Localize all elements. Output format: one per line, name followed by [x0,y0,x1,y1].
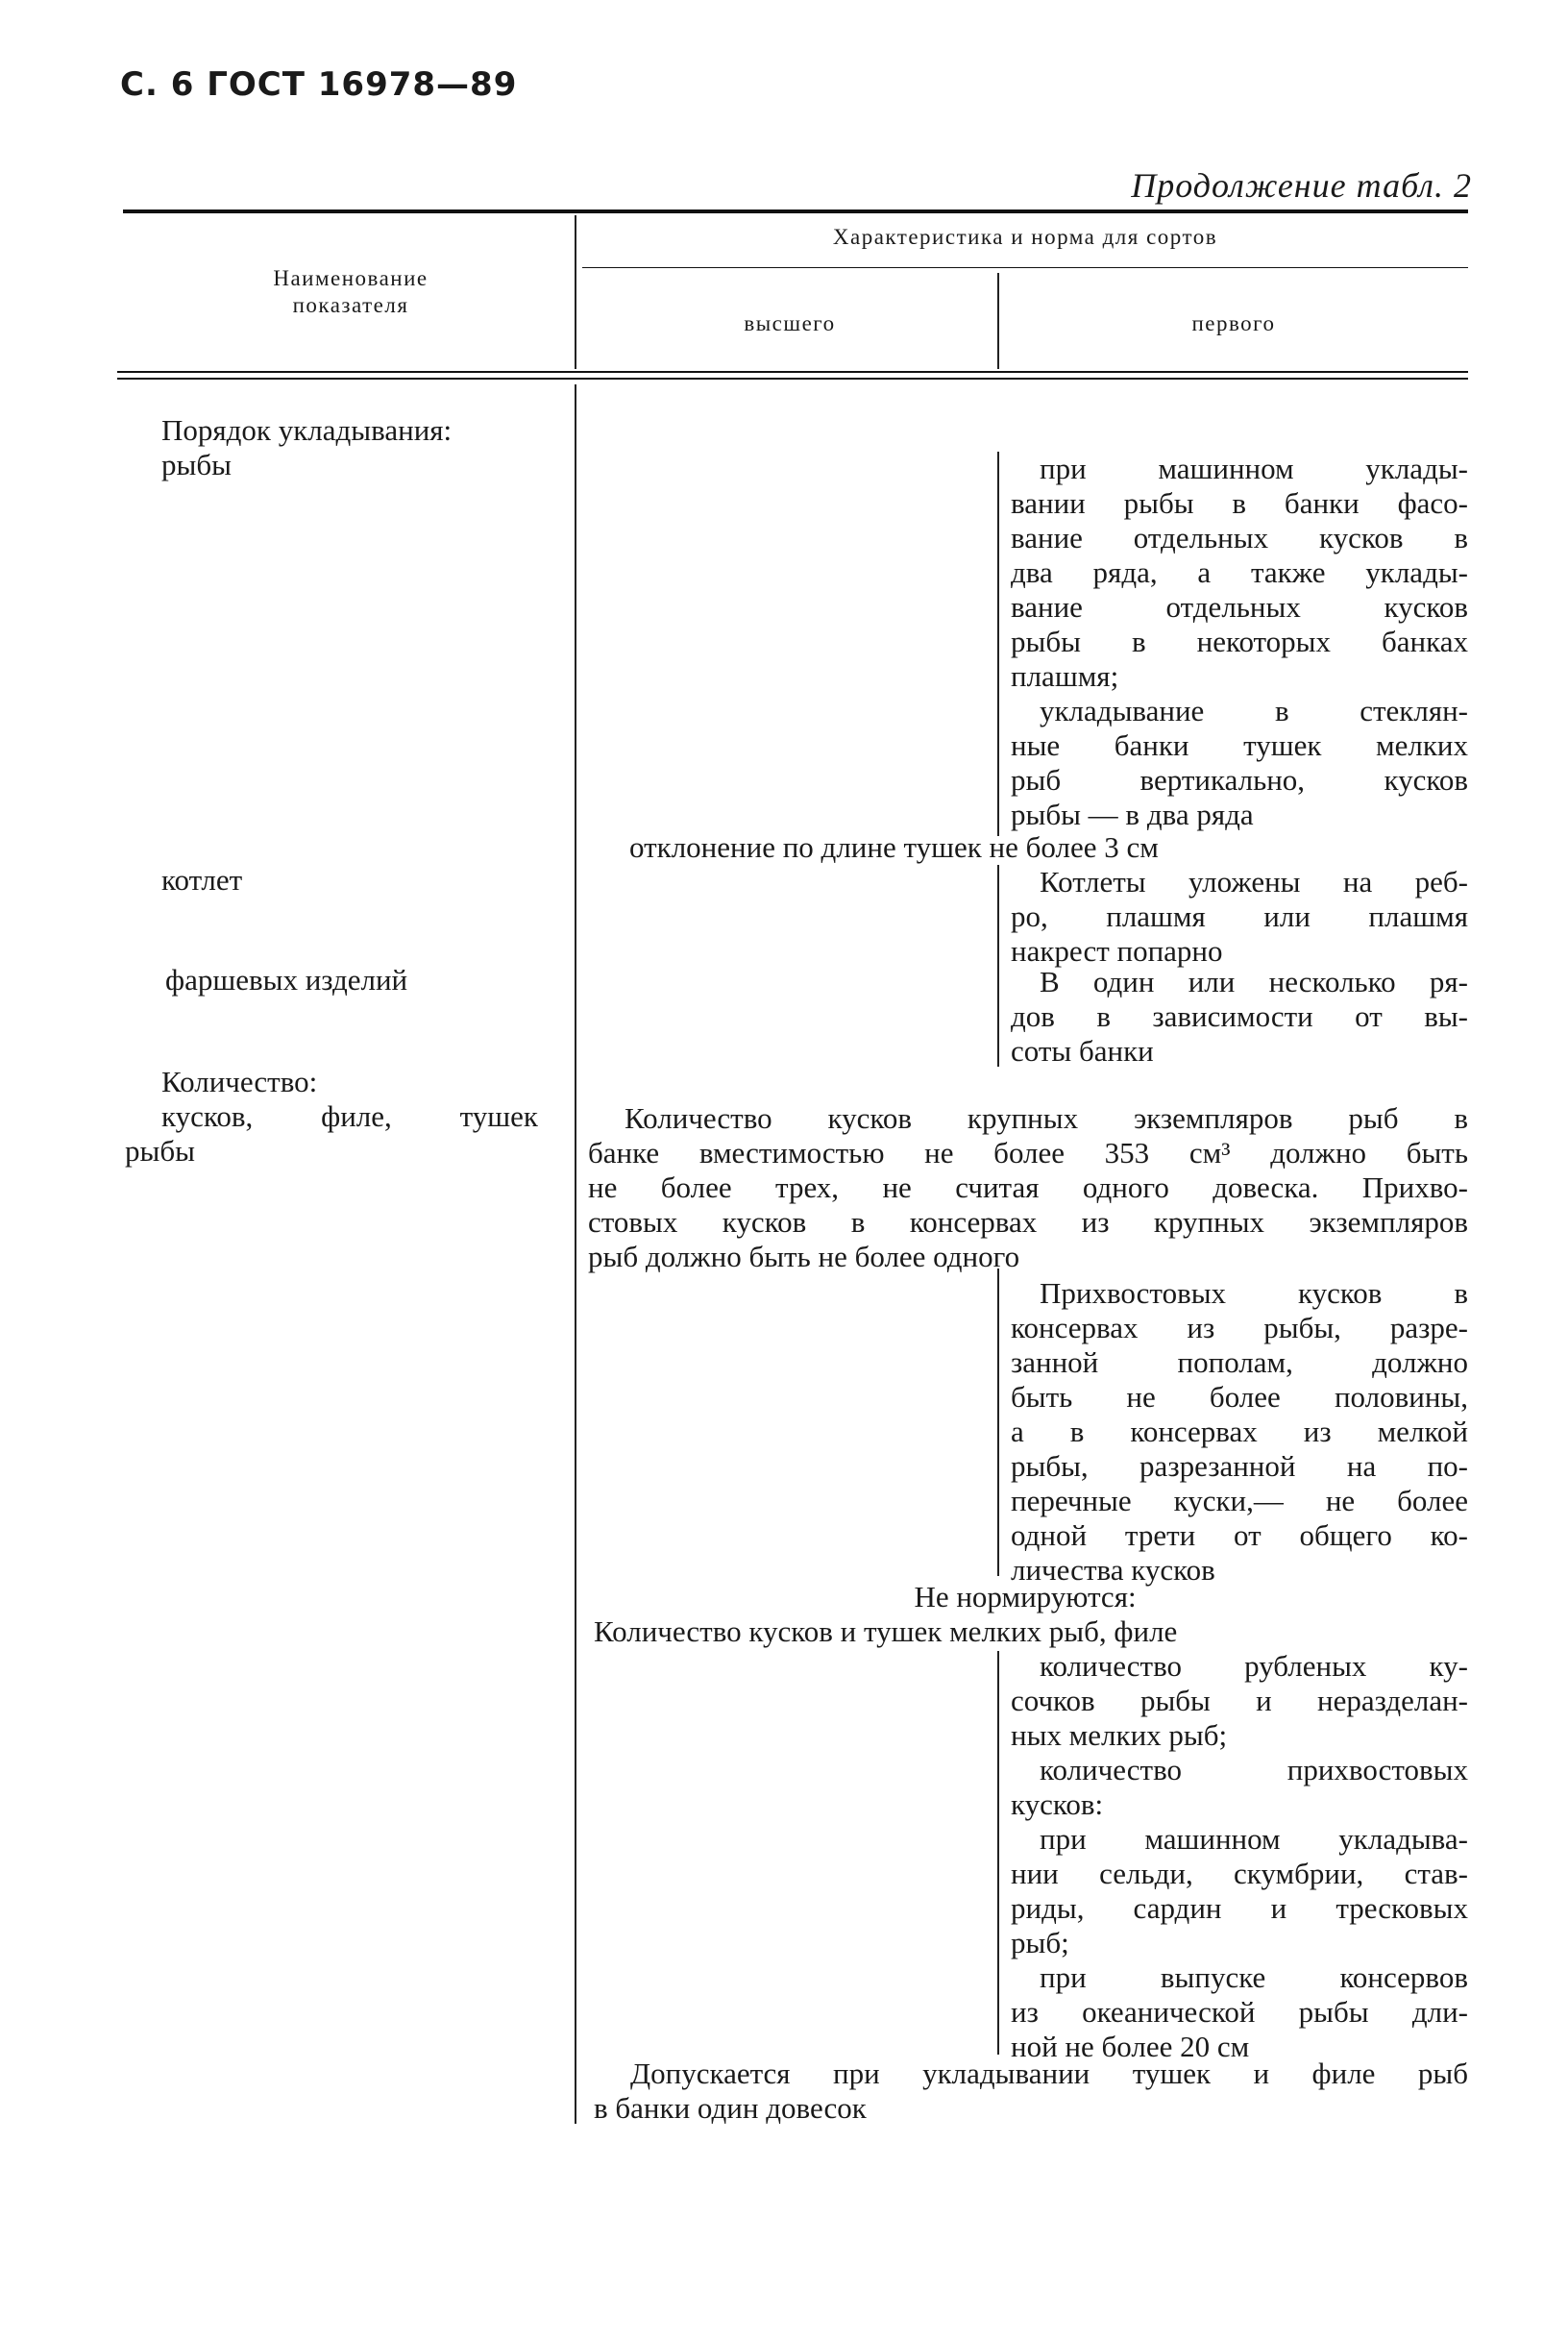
column-divider-sorts-4 [997,1651,999,2055]
text-line: нии сельди, скумбрии, став- [1011,1857,1468,1890]
sort-high-header: высшего [744,311,836,335]
text-line: дов в зависимости от вы- [1011,999,1468,1033]
column-divider-sorts-3 [997,1269,999,1576]
name-column-header-line1: Наименование [273,266,429,290]
not-normed-first-text [1011,1649,1468,2064]
text-line: занной пополам, должно [1011,1345,1468,1379]
text-line: быть не более половины, [1011,1380,1468,1414]
fish-first-text [1011,452,1468,832]
text-line: одной трети от общего ко- [1011,1518,1468,1552]
text-line: плашмя; [1011,659,1119,693]
text-line: ные банки тушек мелких [1011,728,1468,762]
text-line: личества кусков [1011,1553,1215,1587]
quantity-common-text [588,1101,1468,1274]
text-line: сочков рыбы и неразделан- [1011,1684,1468,1717]
sorts-group-header: Характеристика и норма для сортов [832,225,1218,249]
text-line: вание отдельных кусков [1011,590,1468,624]
text-line: два ряда, а также уклады- [1011,555,1468,589]
text-line: Количество кусков крупных экземпляров рыб в [625,1101,1468,1135]
quantity-subtitle [125,1099,538,1169]
order-title: Порядок укладывания: [161,413,453,447]
text-line: при выпуске консервов [1040,1960,1468,1994]
quantity-first-text [1011,1276,1468,1588]
text-line: соты банки [1011,1034,1154,1068]
page-reference: С. 6 ГОСТ 16978—89 [120,65,518,104]
text-line: ной не более 20 см [1011,2030,1250,2063]
text-line: риды, сардин и тресковых [1011,1891,1468,1925]
minced-label: фаршевых изделий [165,963,408,997]
text-line: не более трех, не считая одного довеска. Прихво- [588,1170,1468,1204]
text-line: количество прихвостовых [1040,1753,1468,1786]
text-line: кусков, филе, тушек [161,1099,538,1133]
table-continuation-label: Продолжение табл. 2 [1131,166,1472,205]
text-line: рыб должно быть не более одного [588,1240,1020,1273]
text-line: ных мелких рыб; [1011,1718,1228,1752]
text-line: накрест попарно [1011,934,1223,968]
text-line: рыбы — в два ряда [1011,798,1254,831]
text-line: вание отдельных кусков в [1011,521,1468,554]
text-line: вании рыбы в банки фасо- [1011,486,1468,520]
table-top-rule [123,209,1468,213]
column-divider-name-body [575,384,576,2124]
column-divider-sorts-1 [997,452,999,836]
text-line: консервах из рыбы, разре- [1011,1311,1468,1344]
text-line: при машинном уклады- [1040,452,1468,485]
quantity-title: Количество: [161,1065,318,1098]
text-line: при машинном укладыва- [1040,1822,1468,1856]
sort-first-header: первого [1191,311,1276,335]
final-common-text [594,2057,1468,2126]
text-line: укладывание в стеклян- [1040,694,1468,727]
header-bottom-rule-1 [117,371,1468,373]
cutlets-label: котлет [161,863,243,897]
text-line: в банки один довесок [594,2091,867,2125]
group-header-underline [582,267,1468,268]
not-normed-heading: Не нормируются: [914,1580,1137,1613]
text-line: рыб; [1011,1926,1069,1959]
column-divider-sorts-2 [997,865,999,1067]
minced-first-text [1011,965,1468,1069]
text-line: Прихвостовых кусков в [1040,1276,1468,1310]
text-line: перечные куски,— не более [1011,1484,1468,1517]
text-line: В один или несколько ря- [1040,965,1468,998]
order-fish-label: рыбы [161,448,232,481]
text-line: кусков: [1011,1787,1104,1821]
name-column-header [144,265,557,319]
text-line: рыбы в некоторых банках [1011,625,1468,658]
text-line: банке вместимостью не более 353 см³ должно быть [588,1136,1468,1170]
text-line: стовых кусков в консервах из крупных экземпляров [588,1205,1468,1239]
text-line: рыбы, разрезанной на по- [1011,1449,1468,1483]
fish-length-deviation: отклонение по длине тушек не более 3 см [629,830,1159,864]
text-line: Котлеты уложены на реб- [1040,865,1468,899]
not-normed-common-text: Количество кусков и тушек мелких рыб, филе [594,1614,1178,1648]
text-line: Допускается при укладывании тушек и филе рыб [630,2057,1468,2090]
text-line: из океанической рыбы дли- [1011,1995,1468,2029]
text-line: рыбы [125,1134,195,1168]
header-bottom-rule-2 [117,378,1468,380]
text-line: количество рубленых ку- [1040,1649,1468,1683]
text-line: а в консервах из мелкой [1011,1415,1468,1448]
cutlets-first-text [1011,865,1468,969]
column-divider-name [575,215,576,369]
text-line: рыб вертикально, кусков [1011,763,1468,797]
text-line: ро, плашмя или плашмя [1011,899,1468,933]
name-column-header-line2: показателя [292,293,409,317]
